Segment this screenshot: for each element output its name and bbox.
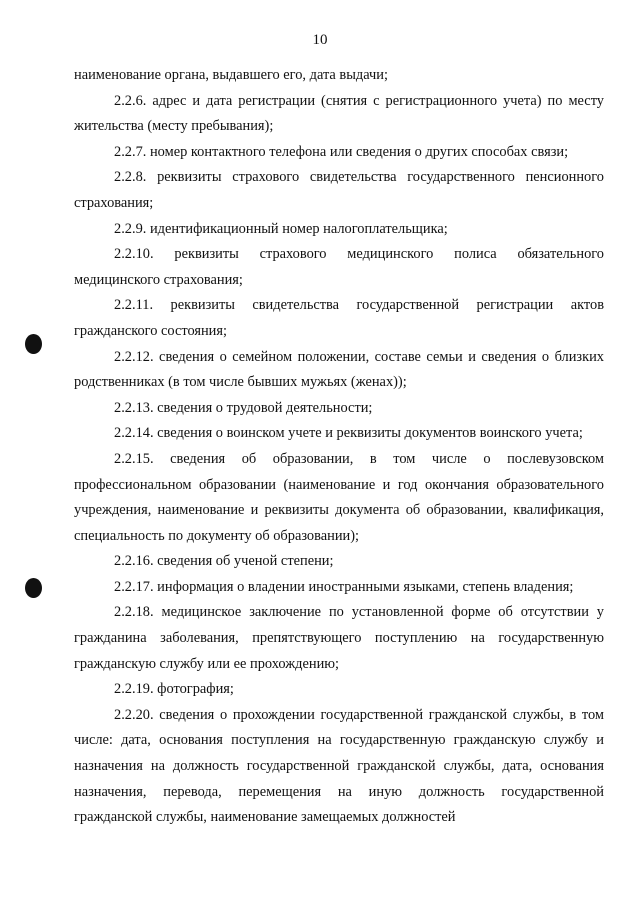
document-body bbox=[74, 63, 604, 831]
paragraph-2-2-20: 2.2.20. сведения о прохождении государственной гражданской службы, в том числе: дата, основания поступления на государственную гражданскую службу и назначения на должность государственной гражданской службы, дата, основания назначения, перевода, перемещения на иную должность государственной гражданской службы, наименование замещаемых должностей bbox=[74, 706, 604, 826]
paragraph-2-2-11: 2.2.11. реквизиты свидетельства государственной регистрации актов гражданского состояния; bbox=[74, 297, 604, 339]
paragraph-continuation: наименование органа, выдавшего его, дата выдачи; bbox=[74, 67, 388, 83]
paragraph-2-2-16: 2.2.16. сведения об ученой степени; bbox=[114, 553, 334, 570]
paragraph-2-2-19: 2.2.19. фотография; bbox=[114, 681, 234, 698]
paragraph-2-2-8: 2.2.8. реквизиты страхового свидетельства государственного пенсионного страхования; bbox=[74, 169, 604, 211]
binder-hole-mark bbox=[25, 334, 42, 354]
paragraph-2-2-14: 2.2.14. сведения о воинском учете и реквизиты документов воинского учета; bbox=[114, 425, 583, 442]
binder-hole-mark bbox=[25, 578, 42, 598]
paragraph-2-2-13: 2.2.13. сведения о трудовой деятельности; bbox=[114, 399, 373, 416]
page-number: 10 bbox=[312, 32, 328, 48]
paragraph-2-2-9: 2.2.9. идентификационный номер налогоплательщика; bbox=[114, 220, 448, 237]
paragraph-2-2-12: 2.2.12. сведения о семейном положении, составе семьи и сведения о близких родственниках (в том числе бывших мужьях (женах)); bbox=[74, 348, 604, 391]
paragraph-2-2-18: 2.2.18. медицинское заключение по установленной форме об отсутствии у гражданина заболевания, препятствующего поступлению на государственную гражданскую службу или ее прохождению; bbox=[74, 604, 604, 672]
paragraph-2-2-15: 2.2.15. сведения об образовании, в том числе о послевузовском профессиональном образовании (наименование и год окончания образовательного учреждения, наименование и реквизиты документа об образовании, квалификация, специальность по документу об образовании); bbox=[74, 450, 604, 544]
paragraph-2-2-6: 2.2.6. адрес и дата регистрации (снятия с регистрационного учета) по месту жительства (месту пребывания); bbox=[74, 92, 604, 135]
paragraph-2-2-7: 2.2.7. номер контактного телефона или сведения о других способах связи; bbox=[114, 143, 569, 160]
paragraph-2-2-10: 2.2.10. реквизиты страхового медицинского полиса обязательного медицинского страхования; bbox=[74, 246, 604, 288]
paragraph-2-2-17: 2.2.17. информация о владении иностранными языками, степень владения; bbox=[114, 578, 574, 595]
